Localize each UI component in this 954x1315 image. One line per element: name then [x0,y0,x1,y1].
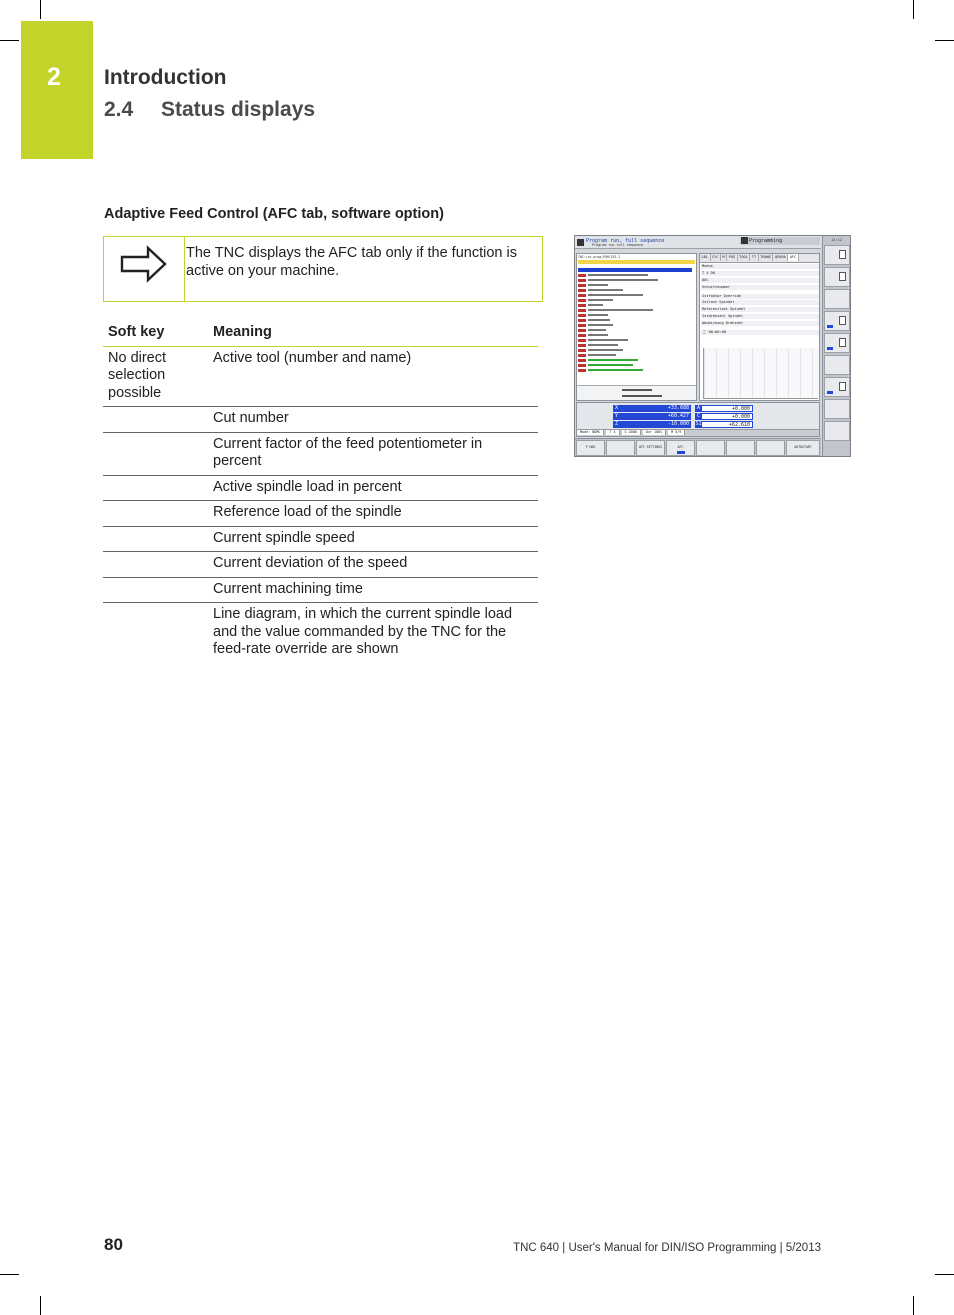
chapter-number: 2 [47,63,61,91]
machine-mode [577,238,737,247]
table-header-row [103,320,538,346]
page-number: 80 [104,1235,123,1254]
status-bar-item: S 2000 [622,430,641,435]
machine-icon [839,272,846,281]
axis-value: +0.000 [731,406,750,412]
note-box [103,236,543,302]
meaning-cell: Current spindle speed [208,526,538,552]
table-row [103,407,538,433]
axis-row [696,413,753,420]
tab-m[interactable]: M [721,254,727,261]
softkey-afc-settings[interactable]: AFC SETTINGS [636,440,665,456]
column-header-meaning: Meaning [208,320,538,346]
vertical-softkey-bar [822,236,851,456]
softkey-cell [103,603,208,663]
status-row: Istlast Spindel [701,300,819,305]
softkey-autostart[interactable]: AUTOSTART [786,440,820,456]
vertical-softkey[interactable] [824,377,850,397]
vertical-softkey[interactable] [824,245,850,265]
axis-label: S1 [695,421,702,427]
feed-icon [839,382,846,391]
program-line [578,289,690,292]
program-line [578,274,690,277]
program-line [578,339,690,342]
softkey-empty[interactable] [756,440,785,456]
note-icon-box [103,237,185,301]
axis-row [613,421,691,428]
program-line [578,304,690,307]
section-title [104,98,315,122]
softkey-table [103,320,538,663]
program-line [578,359,690,362]
program-footer [577,385,696,400]
softkey-cell: No direct selection possible [103,346,208,407]
crop-mark [935,1274,954,1275]
program-line [578,299,690,302]
tab-tool[interactable]: TOOL [738,254,751,261]
axis-row [613,413,691,420]
footer-text: TNC 640 | User's Manual for DIN/ISO Programming | 5/2013 [513,1242,821,1254]
table-row [103,475,538,501]
status-row: ⌚ 00:00:00 [701,330,819,335]
status-row: Istfaktor Override [701,294,819,299]
status-bar-item: Ovr 100% [643,430,666,435]
meaning-cell: Line diagram, in which the current spindle load and the value commanded by the TNC for the feed-rate override are shown [213,606,513,657]
program-line [578,344,690,347]
status-row: Modus [701,264,819,269]
status-window [699,253,820,401]
softkey-cell [103,432,208,475]
status-row: T 4 D6 [701,271,819,276]
programming-label: Programming [749,238,783,244]
program-path: TNC:\nc_prog\PGM\333.I [578,255,621,259]
program-line [578,349,690,352]
program-line [578,324,690,327]
program-line [578,364,690,367]
meaning-cell: Reference load of the spindle [208,501,538,527]
table-row [103,501,538,527]
table-row [103,577,538,603]
softkey-empty[interactable] [726,440,755,456]
softkey-afc[interactable]: AFC [666,440,695,456]
axis-row [696,405,753,412]
crop-mark [40,0,41,19]
program-line [578,284,690,287]
program-line [578,319,690,322]
meaning-cell: Cut number [208,407,538,433]
tab-pos[interactable]: POS [727,254,738,261]
status-row: Referenzlast Spindel [701,307,819,312]
axis-value: +33.688 [667,405,689,411]
axis-value: -10.000 [667,421,689,427]
horizontal-softkey-bar [575,438,821,457]
axis-value: +62.610 [728,422,750,428]
tab-afc[interactable]: AFC [788,254,799,261]
tab-cyc[interactable]: CYC [711,254,722,261]
softkey-cell [103,526,208,552]
tnc-screenshot [574,235,851,457]
table-row [103,346,538,407]
program-line [578,309,690,312]
vertical-softkey[interactable] [824,421,850,441]
table-row [103,432,538,475]
crop-mark [0,1274,19,1275]
axis-value: +60.427 [667,413,689,419]
mode-subtitle: Program run full sequence [592,243,644,247]
program-line [578,294,690,297]
screen-top-bar [575,236,821,249]
softkey-empty[interactable] [606,440,635,456]
crop-mark [40,1296,41,1315]
tab-tt[interactable]: TT [750,254,758,261]
mode-title: Program run, full sequence [586,238,665,244]
status-bar-item: T 4 [606,430,619,435]
table-row [103,552,538,578]
softkey-cell [103,407,208,433]
status-bar-item: Mode: NOML [577,430,604,435]
arrow-right-icon [120,245,168,283]
screen-clock: 12:12 [831,238,842,242]
axis-label: Z [615,421,619,427]
axis-label: Y [615,413,619,419]
program-line [578,314,690,317]
section-number: 2.4 [104,98,134,121]
tab-trans[interactable]: TRANS [759,254,774,261]
program-highlight-line [578,260,695,264]
note-text: The TNC displays the AFC tab only if the function is active on your machine. [186,245,517,279]
position-status-bar [577,429,819,436]
status-row: DOC [701,278,819,283]
tab-lbl[interactable]: LBL [700,254,711,261]
program-run-icon [577,239,584,246]
axis-row [695,421,753,428]
status-tabs [700,254,819,263]
chapter-tab [21,21,93,159]
softkey-cell [103,475,208,501]
status-row: Istdrehzahl Spindel [701,314,819,319]
meaning-cell: Current deviation of the speed [208,552,538,578]
programming-mode [740,237,820,245]
axis-label: A [696,405,700,411]
softkey-cell [103,552,208,578]
vertical-softkey[interactable] [824,355,850,375]
program-line [578,334,690,337]
crop-mark [913,0,914,19]
vertical-softkey[interactable] [824,399,850,419]
axis-label: C [696,413,700,419]
column-header-softkey: Soft key [103,320,208,346]
crop-mark [913,1296,914,1315]
softkey-cell [103,501,208,527]
spindle-load-graph [703,348,818,399]
programming-icon [741,237,748,244]
program-current-line [578,268,692,272]
meaning-cell: Current machining time [208,577,538,603]
vertical-softkey[interactable] [824,311,850,331]
machine-icon [839,250,846,259]
status-row: Schnittnummer [701,285,819,290]
position-display [576,402,820,437]
table-row [103,603,538,663]
program-window [576,253,697,401]
axis-row [613,405,691,412]
meaning-cell: Active spindle load in percent [208,475,538,501]
crop-mark [935,40,954,41]
table-row [103,526,538,552]
section-name: Status displays [161,98,316,121]
vertical-softkey[interactable] [824,333,850,353]
meaning-cell: Active tool (number and name) [208,346,538,407]
program-line [578,329,690,332]
softkey-f-max[interactable]: F MAX [576,440,605,456]
tab-qpara[interactable]: QPARA [773,254,788,261]
status-bar-item: M 5/9 [668,430,685,435]
subheading: Adaptive Feed Control (AFC tab, software option) [104,206,444,222]
softkey-cell [103,577,208,603]
axis-value: +0.000 [731,414,750,420]
toggle-icon [839,338,846,347]
crop-mark [0,40,19,41]
toggle-icon [839,316,846,325]
program-line [578,369,690,372]
program-line [578,279,690,282]
axis-label: X [615,405,619,411]
vertical-softkey[interactable] [824,289,850,309]
program-line [578,354,690,357]
vertical-softkey[interactable] [824,267,850,287]
meaning-cell: Current factor of the feed potentiometer in percent [208,432,538,475]
status-row: Abweichung Drehzahl [701,321,819,326]
chapter-title: Introduction [104,66,227,89]
softkey-empty[interactable] [696,440,725,456]
